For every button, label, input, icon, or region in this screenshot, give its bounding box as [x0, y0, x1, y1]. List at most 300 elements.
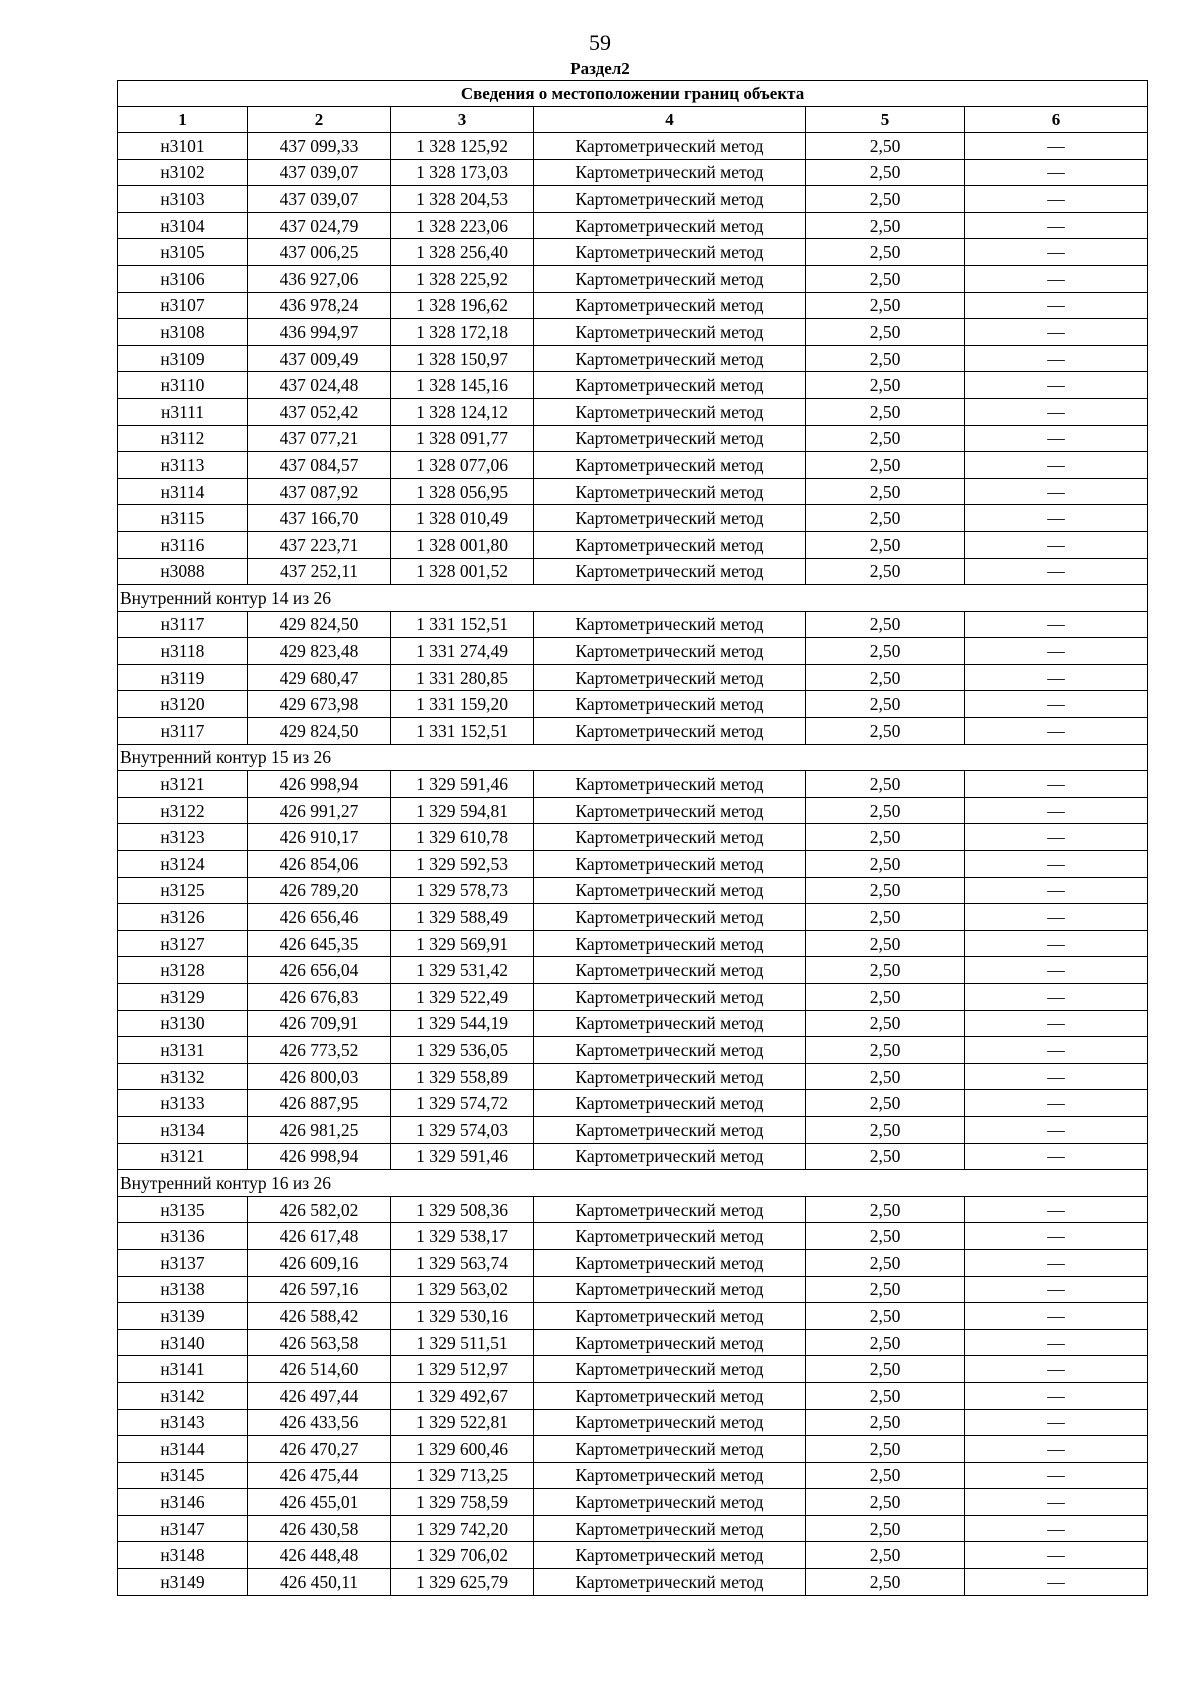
accuracy-cell: 2,50 [806, 718, 965, 745]
table-title: Сведения о местоположении границ объекта [118, 81, 1148, 107]
method-cell: Картометрический метод [534, 558, 806, 585]
accuracy-cell: 2,50 [806, 345, 965, 372]
description-cell: — [965, 664, 1148, 691]
point-id-cell: н3118 [118, 638, 248, 665]
table-row [118, 930, 1148, 957]
table-row [118, 425, 1148, 452]
description-cell: — [965, 425, 1148, 452]
table-row [118, 1462, 1148, 1489]
accuracy-cell: 2,50 [806, 1090, 965, 1117]
y-coordinate-cell: 1 329 574,03 [391, 1116, 534, 1143]
description-cell: — [965, 1382, 1148, 1409]
column-header: 1 [118, 107, 248, 133]
table-row [118, 1063, 1148, 1090]
point-id-cell: н3145 [118, 1462, 248, 1489]
description-cell: — [965, 452, 1148, 479]
y-coordinate-cell: 1 329 563,02 [391, 1276, 534, 1303]
x-coordinate-cell: 429 823,48 [248, 638, 391, 665]
y-coordinate-cell: 1 329 522,49 [391, 984, 534, 1011]
point-id-cell: н3127 [118, 930, 248, 957]
method-cell: Картометрический метод [534, 930, 806, 957]
y-coordinate-cell: 1 328 204,53 [391, 186, 534, 213]
y-coordinate-cell: 1 328 256,40 [391, 239, 534, 266]
page-number: 59 [589, 30, 611, 55]
description-cell: — [965, 904, 1148, 931]
table-title-row [118, 81, 1148, 107]
method-cell: Картометрический метод [534, 372, 806, 399]
table-row [118, 1356, 1148, 1383]
accuracy-cell: 2,50 [806, 398, 965, 425]
description-cell: — [965, 265, 1148, 292]
table-row [118, 1542, 1148, 1569]
contour-label: Внутренний контур 15 из 26 [118, 744, 1148, 771]
x-coordinate-cell: 426 430,58 [248, 1515, 391, 1542]
method-cell: Картометрический метод [534, 1329, 806, 1356]
table-row [118, 718, 1148, 745]
table-row [118, 664, 1148, 691]
accuracy-cell: 2,50 [806, 159, 965, 186]
y-coordinate-cell: 1 329 600,46 [391, 1436, 534, 1463]
method-cell: Картометрический метод [534, 718, 806, 745]
method-cell: Картометрический метод [534, 1436, 806, 1463]
x-coordinate-cell: 426 470,27 [248, 1436, 391, 1463]
y-coordinate-cell: 1 328 225,92 [391, 265, 534, 292]
method-cell: Картометрический метод [534, 531, 806, 558]
x-coordinate-cell: 426 645,35 [248, 930, 391, 957]
point-id-cell: н3108 [118, 319, 248, 346]
column-header: 4 [534, 107, 806, 133]
accuracy-cell: 2,50 [806, 186, 965, 213]
accuracy-cell: 2,50 [806, 1196, 965, 1223]
description-cell: — [965, 1037, 1148, 1064]
point-id-cell: н3117 [118, 718, 248, 745]
point-id-cell: н3103 [118, 186, 248, 213]
accuracy-cell: 2,50 [806, 1382, 965, 1409]
point-id-cell: н3136 [118, 1223, 248, 1250]
method-cell: Картометрический метод [534, 824, 806, 851]
x-coordinate-cell: 426 563,58 [248, 1329, 391, 1356]
method-cell: Картометрический метод [534, 984, 806, 1011]
method-cell: Картометрический метод [534, 478, 806, 505]
accuracy-cell: 2,50 [806, 1223, 965, 1250]
method-cell: Картометрический метод [534, 851, 806, 878]
description-cell: — [965, 292, 1148, 319]
point-id-cell: н3126 [118, 904, 248, 931]
point-id-cell: н3106 [118, 265, 248, 292]
y-coordinate-cell: 1 329 578,73 [391, 877, 534, 904]
method-cell: Картометрический метод [534, 345, 806, 372]
point-id-cell: н3121 [118, 771, 248, 798]
y-coordinate-cell: 1 329 591,46 [391, 771, 534, 798]
x-coordinate-cell: 436 978,24 [248, 292, 391, 319]
column-header: 5 [806, 107, 965, 133]
description-cell: — [965, 558, 1148, 585]
description-cell: — [965, 1436, 1148, 1463]
accuracy-cell: 2,50 [806, 452, 965, 479]
point-id-cell: н3109 [118, 345, 248, 372]
table-row [118, 398, 1148, 425]
table-row [118, 1329, 1148, 1356]
accuracy-cell: 2,50 [806, 1037, 965, 1064]
description-cell: — [965, 984, 1148, 1011]
description-cell: — [965, 372, 1148, 399]
method-cell: Картометрический метод [534, 1569, 806, 1596]
x-coordinate-cell: 429 824,50 [248, 718, 391, 745]
y-coordinate-cell: 1 329 508,36 [391, 1196, 534, 1223]
accuracy-cell: 2,50 [806, 1303, 965, 1330]
accuracy-cell: 2,50 [806, 1356, 965, 1383]
method-cell: Картометрический метод [534, 425, 806, 452]
method-cell: Картометрический метод [534, 1116, 806, 1143]
point-id-cell: н3128 [118, 957, 248, 984]
accuracy-cell: 2,50 [806, 1436, 965, 1463]
point-id-cell: н3102 [118, 159, 248, 186]
description-cell: — [965, 718, 1148, 745]
description-cell: — [965, 1569, 1148, 1596]
y-coordinate-cell: 1 329 594,81 [391, 797, 534, 824]
table-row [118, 212, 1148, 239]
description-cell: — [965, 611, 1148, 638]
y-coordinate-cell: 1 329 492,67 [391, 1382, 534, 1409]
description-cell: — [965, 797, 1148, 824]
point-id-cell: н3131 [118, 1037, 248, 1064]
x-coordinate-cell: 426 597,16 [248, 1276, 391, 1303]
method-cell: Картометрический метод [534, 957, 806, 984]
x-coordinate-cell: 437 039,07 [248, 186, 391, 213]
contour-heading-row [118, 744, 1148, 771]
y-coordinate-cell: 1 328 223,06 [391, 212, 534, 239]
x-coordinate-cell: 426 910,17 [248, 824, 391, 851]
accuracy-cell: 2,50 [806, 930, 965, 957]
accuracy-cell: 2,50 [806, 239, 965, 266]
point-id-cell: н3134 [118, 1116, 248, 1143]
x-coordinate-cell: 426 475,44 [248, 1462, 391, 1489]
accuracy-cell: 2,50 [806, 638, 965, 665]
table-row [118, 1303, 1148, 1330]
point-id-cell: н3135 [118, 1196, 248, 1223]
table-row [118, 372, 1148, 399]
y-coordinate-cell: 1 329 522,81 [391, 1409, 534, 1436]
y-coordinate-cell: 1 329 574,72 [391, 1090, 534, 1117]
x-coordinate-cell: 426 617,48 [248, 1223, 391, 1250]
table-row [118, 133, 1148, 160]
table-row [118, 611, 1148, 638]
method-cell: Картометрический метод [534, 877, 806, 904]
point-id-cell: н3149 [118, 1569, 248, 1596]
table-row [118, 1249, 1148, 1276]
point-id-cell: н3122 [118, 797, 248, 824]
table-row [118, 478, 1148, 505]
description-cell: — [965, 851, 1148, 878]
x-coordinate-cell: 426 854,06 [248, 851, 391, 878]
accuracy-cell: 2,50 [806, 1249, 965, 1276]
x-coordinate-cell: 437 087,92 [248, 478, 391, 505]
table-row [118, 877, 1148, 904]
table-row [118, 505, 1148, 532]
point-id-cell: н3112 [118, 425, 248, 452]
x-coordinate-cell: 426 514,60 [248, 1356, 391, 1383]
accuracy-cell: 2,50 [806, 1515, 965, 1542]
table-row [118, 904, 1148, 931]
table-row [118, 638, 1148, 665]
accuracy-cell: 2,50 [806, 133, 965, 160]
y-coordinate-cell: 1 328 001,52 [391, 558, 534, 585]
y-coordinate-cell: 1 329 592,53 [391, 851, 534, 878]
method-cell: Картометрический метод [534, 452, 806, 479]
y-coordinate-cell: 1 331 274,49 [391, 638, 534, 665]
table-row [118, 265, 1148, 292]
y-coordinate-cell: 1 328 150,97 [391, 345, 534, 372]
point-id-cell: н3115 [118, 505, 248, 532]
method-cell: Картометрический метод [534, 1409, 806, 1436]
y-coordinate-cell: 1 329 591,46 [391, 1143, 534, 1170]
point-id-cell: н3088 [118, 558, 248, 585]
accuracy-cell: 2,50 [806, 292, 965, 319]
table-row [118, 1116, 1148, 1143]
x-coordinate-cell: 437 084,57 [248, 452, 391, 479]
x-coordinate-cell: 429 673,98 [248, 691, 391, 718]
x-coordinate-cell: 426 455,01 [248, 1489, 391, 1516]
point-id-cell: н3144 [118, 1436, 248, 1463]
y-coordinate-cell: 1 329 512,97 [391, 1356, 534, 1383]
description-cell: — [965, 1223, 1148, 1250]
table-row [118, 1223, 1148, 1250]
method-cell: Картометрический метод [534, 1515, 806, 1542]
x-coordinate-cell: 426 998,94 [248, 771, 391, 798]
y-coordinate-cell: 1 328 145,16 [391, 372, 534, 399]
method-cell: Картометрический метод [534, 1276, 806, 1303]
point-id-cell: н3125 [118, 877, 248, 904]
y-coordinate-cell: 1 328 173,03 [391, 159, 534, 186]
method-cell: Картометрический метод [534, 1063, 806, 1090]
x-coordinate-cell: 426 450,11 [248, 1569, 391, 1596]
table-row [118, 1515, 1148, 1542]
accuracy-cell: 2,50 [806, 558, 965, 585]
column-header: 6 [965, 107, 1148, 133]
accuracy-cell: 2,50 [806, 691, 965, 718]
y-coordinate-cell: 1 329 511,51 [391, 1329, 534, 1356]
x-coordinate-cell: 437 077,21 [248, 425, 391, 452]
x-coordinate-cell: 437 099,33 [248, 133, 391, 160]
description-cell: — [965, 1462, 1148, 1489]
description-cell: — [965, 212, 1148, 239]
description-cell: — [965, 1489, 1148, 1516]
point-id-cell: н3119 [118, 664, 248, 691]
point-id-cell: н3113 [118, 452, 248, 479]
table-row [118, 984, 1148, 1011]
x-coordinate-cell: 429 680,47 [248, 664, 391, 691]
table-row [118, 824, 1148, 851]
method-cell: Картометрический метод [534, 1223, 806, 1250]
point-id-cell: н3140 [118, 1329, 248, 1356]
point-id-cell: н3143 [118, 1409, 248, 1436]
table-row [118, 851, 1148, 878]
method-cell: Картометрический метод [534, 1542, 806, 1569]
description-cell: — [965, 1063, 1148, 1090]
point-id-cell: н3141 [118, 1356, 248, 1383]
table-row [118, 186, 1148, 213]
point-id-cell: н3132 [118, 1063, 248, 1090]
accuracy-cell: 2,50 [806, 1462, 965, 1489]
accuracy-cell: 2,50 [806, 319, 965, 346]
y-coordinate-cell: 1 328 091,77 [391, 425, 534, 452]
x-coordinate-cell: 437 052,42 [248, 398, 391, 425]
table-row [118, 1569, 1148, 1596]
y-coordinate-cell: 1 329 538,17 [391, 1223, 534, 1250]
y-coordinate-cell: 1 329 625,79 [391, 1569, 534, 1596]
column-header: 2 [248, 107, 391, 133]
accuracy-cell: 2,50 [806, 851, 965, 878]
description-cell: — [965, 159, 1148, 186]
x-coordinate-cell: 436 927,06 [248, 265, 391, 292]
accuracy-cell: 2,50 [806, 957, 965, 984]
x-coordinate-cell: 437 039,07 [248, 159, 391, 186]
y-coordinate-cell: 1 329 536,05 [391, 1037, 534, 1064]
section-title: Раздел2 [570, 59, 630, 78]
method-cell: Картометрический метод [534, 133, 806, 160]
table-row [118, 345, 1148, 372]
x-coordinate-cell: 426 709,91 [248, 1010, 391, 1037]
table-row [118, 1196, 1148, 1223]
table-row [118, 1143, 1148, 1170]
x-coordinate-cell: 437 006,25 [248, 239, 391, 266]
method-cell: Картометрический метод [534, 1037, 806, 1064]
point-id-cell: н3124 [118, 851, 248, 878]
y-coordinate-cell: 1 328 001,80 [391, 531, 534, 558]
accuracy-cell: 2,50 [806, 531, 965, 558]
method-cell: Картометрический метод [534, 691, 806, 718]
accuracy-cell: 2,50 [806, 212, 965, 239]
accuracy-cell: 2,50 [806, 478, 965, 505]
y-coordinate-cell: 1 329 530,16 [391, 1303, 534, 1330]
description-cell: — [965, 1010, 1148, 1037]
accuracy-cell: 2,50 [806, 425, 965, 452]
x-coordinate-cell: 426 497,44 [248, 1382, 391, 1409]
x-coordinate-cell: 426 773,52 [248, 1037, 391, 1064]
x-coordinate-cell: 437 166,70 [248, 505, 391, 532]
x-coordinate-cell: 426 588,42 [248, 1303, 391, 1330]
accuracy-cell: 2,50 [806, 1489, 965, 1516]
contour-heading-row [118, 1170, 1148, 1197]
y-coordinate-cell: 1 329 706,02 [391, 1542, 534, 1569]
table-row [118, 452, 1148, 479]
point-id-cell: н3147 [118, 1515, 248, 1542]
description-cell: — [965, 1196, 1148, 1223]
contour-label: Внутренний контур 16 из 26 [118, 1170, 1148, 1197]
method-cell: Картометрический метод [534, 638, 806, 665]
point-id-cell: н3101 [118, 133, 248, 160]
accuracy-cell: 2,50 [806, 877, 965, 904]
point-id-cell: н3120 [118, 691, 248, 718]
accuracy-cell: 2,50 [806, 1329, 965, 1356]
y-coordinate-cell: 1 328 077,06 [391, 452, 534, 479]
y-coordinate-cell: 1 329 610,78 [391, 824, 534, 851]
method-cell: Картометрический метод [534, 771, 806, 798]
y-coordinate-cell: 1 329 742,20 [391, 1515, 534, 1542]
description-cell: — [965, 1143, 1148, 1170]
accuracy-cell: 2,50 [806, 1276, 965, 1303]
y-coordinate-cell: 1 329 569,91 [391, 930, 534, 957]
table-row [118, 771, 1148, 798]
table-row [118, 558, 1148, 585]
point-id-cell: н3148 [118, 1542, 248, 1569]
method-cell: Картометрический метод [534, 1462, 806, 1489]
method-cell: Картометрический метод [534, 265, 806, 292]
accuracy-cell: 2,50 [806, 797, 965, 824]
y-coordinate-cell: 1 329 588,49 [391, 904, 534, 931]
method-cell: Картометрический метод [534, 1249, 806, 1276]
y-coordinate-cell: 1 329 531,42 [391, 957, 534, 984]
accuracy-cell: 2,50 [806, 1542, 965, 1569]
method-cell: Картометрический метод [534, 1303, 806, 1330]
method-cell: Картометрический метод [534, 239, 806, 266]
method-cell: Картометрический метод [534, 1143, 806, 1170]
accuracy-cell: 2,50 [806, 1116, 965, 1143]
method-cell: Картометрический метод [534, 1382, 806, 1409]
description-cell: — [965, 1090, 1148, 1117]
x-coordinate-cell: 426 800,03 [248, 1063, 391, 1090]
description-cell: — [965, 877, 1148, 904]
x-coordinate-cell: 437 024,79 [248, 212, 391, 239]
table-header-row [118, 107, 1148, 133]
x-coordinate-cell: 426 448,48 [248, 1542, 391, 1569]
table-row [118, 319, 1148, 346]
description-cell: — [965, 691, 1148, 718]
table-row [118, 957, 1148, 984]
method-cell: Картометрический метод [534, 904, 806, 931]
point-id-cell: н3138 [118, 1276, 248, 1303]
method-cell: Картометрический метод [534, 797, 806, 824]
accuracy-cell: 2,50 [806, 265, 965, 292]
contour-label: Внутренний контур 14 из 26 [118, 585, 1148, 612]
description-cell: — [965, 1542, 1148, 1569]
y-coordinate-cell: 1 329 713,25 [391, 1462, 534, 1489]
point-id-cell: н3104 [118, 212, 248, 239]
accuracy-cell: 2,50 [806, 771, 965, 798]
accuracy-cell: 2,50 [806, 984, 965, 1011]
point-id-cell: н3133 [118, 1090, 248, 1117]
x-coordinate-cell: 426 789,20 [248, 877, 391, 904]
point-id-cell: н3146 [118, 1489, 248, 1516]
x-coordinate-cell: 426 991,27 [248, 797, 391, 824]
point-id-cell: н3114 [118, 478, 248, 505]
table-row [118, 531, 1148, 558]
description-cell: — [965, 1303, 1148, 1330]
table-row [118, 1010, 1148, 1037]
table-row [118, 292, 1148, 319]
point-id-cell: н3105 [118, 239, 248, 266]
x-coordinate-cell: 436 994,97 [248, 319, 391, 346]
x-coordinate-cell: 426 582,02 [248, 1196, 391, 1223]
method-cell: Картометрический метод [534, 1489, 806, 1516]
x-coordinate-cell: 426 998,94 [248, 1143, 391, 1170]
method-cell: Картометрический метод [534, 1090, 806, 1117]
point-id-cell: н3129 [118, 984, 248, 1011]
y-coordinate-cell: 1 328 124,12 [391, 398, 534, 425]
table-row [118, 691, 1148, 718]
boundary-coordinates-table [117, 80, 1148, 1596]
table-row [118, 1409, 1148, 1436]
description-cell: — [965, 1329, 1148, 1356]
description-cell: — [965, 531, 1148, 558]
description-cell: — [965, 239, 1148, 266]
table-row [118, 1276, 1148, 1303]
table-row [118, 1436, 1148, 1463]
method-cell: Картометрический метод [534, 1010, 806, 1037]
accuracy-cell: 2,50 [806, 664, 965, 691]
description-cell: — [965, 319, 1148, 346]
column-header: 3 [391, 107, 534, 133]
